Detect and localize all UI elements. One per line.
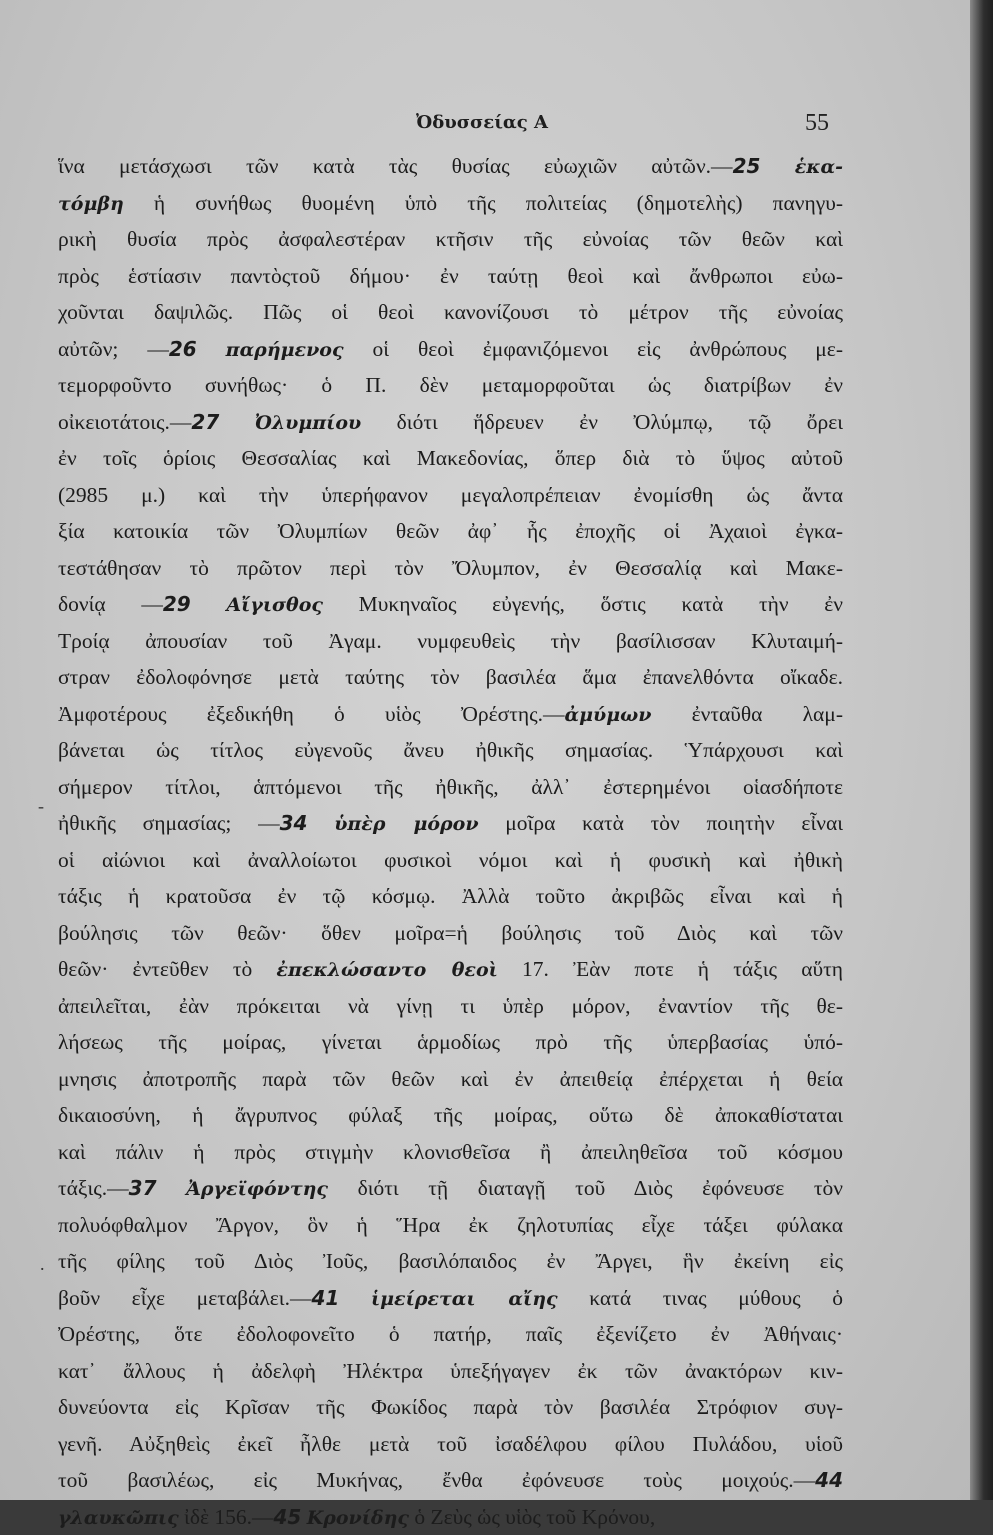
text-line (58, 440, 843, 477)
text-line (58, 623, 843, 660)
lemma-term: τόμβη (58, 193, 124, 215)
text-segment: Ὀρέστης, ὅτε ἐδολοφονεῖτο ὁ πατήρ, παῖς ἐξενίζετο ἐν Ἀθήναις· (58, 1322, 843, 1346)
text-segment (307, 811, 334, 835)
text-line (58, 404, 843, 441)
margin-mark: - (38, 796, 44, 817)
text-line (58, 1499, 843, 1535)
text-segment: ξία κατοικία τῶν Ὀλυμπίων θεῶν ἀφ᾽ ἧς ἐποχῆς οἱ Ἀχαιοὶ ἐγκα- (58, 519, 843, 543)
text-segment: λήσεως τῆς μοίρας, γίνεται ἁρμοδίως πρὸ τῆς ὑπερβασίας ὑπό- (58, 1030, 843, 1054)
text-segment: διότι ἥδρευεν ἐν Ὀλύμπῳ, τῷ ὄρει (361, 410, 843, 434)
text-line (58, 1353, 843, 1390)
text-line (58, 148, 843, 185)
margin-mark: . (40, 1254, 45, 1275)
text-segment: ἀπειλεῖται, ἐὰν πρόκειται νὰ γίνῃ τι ὑπὲρ μόρον, ἐναντίον τῆς θε- (58, 994, 843, 1018)
text-segment: τάξις.— (58, 1176, 129, 1200)
text-line (58, 1426, 843, 1463)
text-line (58, 915, 843, 952)
text-segment: τεστάθησαν τὸ πρῶτον περὶ τὸν Ὄλυμπον, ἐν Θεσσαλίᾳ καὶ Μακε- (58, 556, 843, 580)
text-line (58, 805, 843, 842)
lemma-term: ἀμύμων (564, 704, 651, 726)
text-line (58, 1061, 843, 1098)
text-segment: ἵνα μετάσχωσι τῶν κατὰ τὰς θυσίας εὐωχιῶν αὐτῶν.— (58, 154, 733, 178)
running-title: Ὀδυσσείας Α (372, 112, 592, 133)
lemma-term: Ἀργεϊφόντης (186, 1178, 328, 1200)
text-segment (219, 410, 254, 434)
commentary-text (58, 148, 843, 1535)
text-line (58, 878, 843, 915)
text-line (58, 294, 843, 331)
text-segment: δυνεύοντα εἰς Κρῖσαν τῆς Φωκίδος παρὰ τὸν βασιλέα Στρόφιον συγ- (58, 1395, 843, 1419)
text-segment: καὶ πάλιν ἡ πρὸς στιγμὴν κλονισθεῖσα ἢ ἀπειληθεῖσα τοῦ κόσμου (58, 1140, 843, 1164)
text-segment: ἰδὲ 156.— (179, 1505, 274, 1529)
text-line (58, 1462, 843, 1499)
line-number-ref: 26 (169, 337, 197, 361)
text-line (58, 477, 843, 514)
text-line (58, 1389, 843, 1426)
line-number-ref: 37 (129, 1176, 157, 1200)
text-segment: οἰκειοτάτοις.— (58, 410, 191, 434)
lemma-term: ἱμείρεται αἴης (371, 1288, 558, 1310)
text-segment: αὐτῶν; — (58, 337, 169, 361)
text-segment (339, 1286, 371, 1310)
lemma-term: γλαυκῶπις (58, 1507, 179, 1529)
lemma-term: ἐπεκλώσαντο θεοὶ (276, 959, 497, 981)
text-line (58, 1024, 843, 1061)
text-line (58, 367, 843, 404)
text-line (58, 550, 843, 587)
lemma-term: Αἴγισθος (226, 594, 323, 616)
text-segment: κατ᾽ ἄλλους ἡ ἀδελφὴ Ἠλέκτρα ὑπεξήγαγεν ἐκ τῶν ἀνακτόρων κιν- (58, 1359, 843, 1383)
text-line (58, 769, 843, 806)
text-line (58, 331, 843, 368)
text-segment (191, 592, 227, 616)
line-number-ref: 27 (191, 410, 219, 434)
text-line (58, 258, 843, 295)
text-segment: ἐν τοῖς ὁρίοις Θεσσαλίας καὶ Μακεδονίας, ὅπερ διὰ τὸ ὕψος αὐτοῦ (58, 446, 843, 470)
text-segment: πρὸς ἑστίασιν παντὸςτοῦ δήμου· ἐν ταύτῃ θεοὶ καὶ ἄνθρωποι εὐω- (58, 264, 843, 288)
text-segment: Ἀμφοτέρους ἐξεδικήθη ὁ υἱὸς Ὀρέστης.— (58, 702, 564, 726)
text-line (58, 659, 843, 696)
text-segment: 17. Ἐὰν ποτε ἡ τάξις αὕτη (498, 957, 843, 981)
text-line (58, 1243, 843, 1280)
text-segment: τεμορφοῦντο συνήθως· ὁ Π. δὲν μεταμορφοῦται ὡς διατρίβων ἐν (58, 373, 843, 397)
text-line (58, 185, 843, 222)
text-segment: μοῖρα κατὰ τὸν ποιητὴν εἶναι (479, 811, 843, 835)
text-segment: πολυόφθαλμον Ἄργον, ὃν ἡ Ἥρα ἐκ ζηλοτυπίας εἶχε τάξει φύλακα (58, 1213, 843, 1237)
text-segment: ἐνταῦθα λαμ- (651, 702, 843, 726)
text-segment: βάνεται ὡς τίτλος εὐγενοῦς ἄνευ ἠθικῆς σημασίας. Ὑπάρχουσι καὶ (58, 738, 843, 762)
line-number-ref: 34 (280, 811, 308, 835)
text-segment: τάξις ἡ κρατοῦσα ἐν τῷ κόσμῳ. Ἀλλὰ τοῦτο ἀκριβῶς εἶναι καὶ ἡ (58, 884, 843, 908)
text-segment: χοῦνται δαψιλῶς. Πῶς οἱ θεοὶ κανονίζουσι τὸ μέτρον τῆς εὐνοίας (58, 300, 843, 324)
text-line (58, 732, 843, 769)
text-segment: ρικὴ θυσία πρὸς ἀσφαλεστέραν κτῆσιν τῆς εὐνοίας τῶν θεῶν καὶ (58, 227, 843, 251)
text-segment: ὁ Ζεὺς ὡς υἱὸς τοῦ Κρόνου, (409, 1505, 655, 1529)
lemma-term: παρήμενος (226, 339, 344, 361)
line-number-ref: 25 (733, 154, 761, 178)
text-segment: δικαιοσύνη, ἡ ἄγρυπνος φύλαξ τῆς μοίρας, οὕτω δὲ ἀποκαθίσταται (58, 1103, 843, 1127)
text-segment (197, 337, 226, 361)
scan-edge (970, 0, 993, 1500)
text-segment: Μυκηναῖος εὐγενής, ὅστις κατὰ τὴν ἐν (323, 592, 843, 616)
text-segment: (2985 μ.) καὶ τὴν ὑπερήφανον μεγαλοπρέπειαν ἐνομίσθη ὡς ἄντα (58, 483, 843, 507)
text-line (58, 1316, 843, 1353)
text-segment: γενῆ. Αὐξηθεὶς ἐκεῖ ἦλθε μετὰ τοῦ ἰσαδέλφου φίλου Πυλάδου, υἱοῦ (58, 1432, 843, 1456)
text-segment: μνησις ἀποτροπῆς παρὰ τῶν θεῶν καὶ ἐν ἀπειθείᾳ ἐπέρχεται ἡ θεία (58, 1067, 843, 1091)
line-number-ref: 44 (815, 1468, 843, 1492)
text-segment: οἱ θεοὶ ἐμφανιζόμενοι εἰς ἀνθρώπους με- (344, 337, 843, 361)
page-header (0, 112, 970, 152)
text-segment: οἱ αἰώνιοι καὶ ἀναλλοίωτοι φυσικοὶ νόμοι καὶ ἡ φυσικὴ καὶ ἠθικὴ (58, 848, 843, 872)
text-segment: ἠθικῆς σημασίας; — (58, 811, 280, 835)
lemma-term: ὑπὲρ μόρον (334, 813, 478, 835)
text-segment: ἡ συνήθως θυομένη ὑπὸ τῆς πολιτείας (δημοτελὴς) πανηγυ- (124, 191, 843, 215)
text-segment: βοῦν εἶχε μεταβάλει.— (58, 1286, 311, 1310)
text-segment: Τροίᾳ ἀπουσίαν τοῦ Ἀγαμ. νυμφευθεὶς τὴν βασίλισσαν Κλυταιμή- (58, 629, 843, 653)
lemma-term: ἑκα- (795, 156, 843, 178)
text-segment: κατά τινας μύθους ὁ (558, 1286, 843, 1310)
text-segment: στραν ἐδολοφόνησε μετὰ ταύτης τὸν βασιλέα ἅμα ἐπανελθόντα οἴκαδε. (58, 665, 843, 689)
line-number-ref: 45 (274, 1505, 302, 1529)
text-line (58, 842, 843, 879)
text-line (58, 1170, 843, 1207)
text-line (58, 951, 843, 988)
text-segment: τοῦ βασιλέως, εἰς Μυκήνας, ἔνθα ἐφόνευσε τοὺς μοιχούς.— (58, 1468, 815, 1492)
text-line (58, 513, 843, 550)
line-number-ref: 41 (311, 1286, 339, 1310)
text-line (58, 1134, 843, 1171)
text-segment: σήμερον τίτλοι, ἁπτόμενοι τῆς ἠθικῆς, ἀλλ᾽ ἐστερημένοι οἱασδήποτε (58, 775, 843, 799)
text-line (58, 1097, 843, 1134)
text-segment: τῆς φίλης τοῦ Διὸς Ἰοῦς, βασιλόπαιδος ἐν Ἄργει, ἣν ἐκείνη εἰς (58, 1249, 843, 1273)
text-line (58, 1207, 843, 1244)
text-line (58, 586, 843, 623)
text-line (58, 988, 843, 1025)
text-segment (760, 154, 794, 178)
text-line (58, 696, 843, 733)
page-number: 55 (805, 110, 829, 137)
text-segment: δονίᾳ — (58, 592, 163, 616)
text-segment: διότι τῇ διαταγῇ τοῦ Διὸς ἐφόνευσε τὸν (328, 1176, 843, 1200)
text-segment: βούλησις τῶν θεῶν· ὅθεν μοῖρα=ἡ βούλησις τοῦ Διὸς καὶ τῶν (58, 921, 843, 945)
text-segment: θεῶν· ἐντεῦθεν τὸ (58, 957, 276, 981)
text-line (58, 1280, 843, 1317)
lemma-term: Κρονίδης (307, 1507, 409, 1529)
text-line (58, 221, 843, 258)
text-segment (157, 1176, 187, 1200)
line-number-ref: 29 (163, 592, 191, 616)
lemma-term: Ὀλυμπίου (255, 412, 361, 434)
